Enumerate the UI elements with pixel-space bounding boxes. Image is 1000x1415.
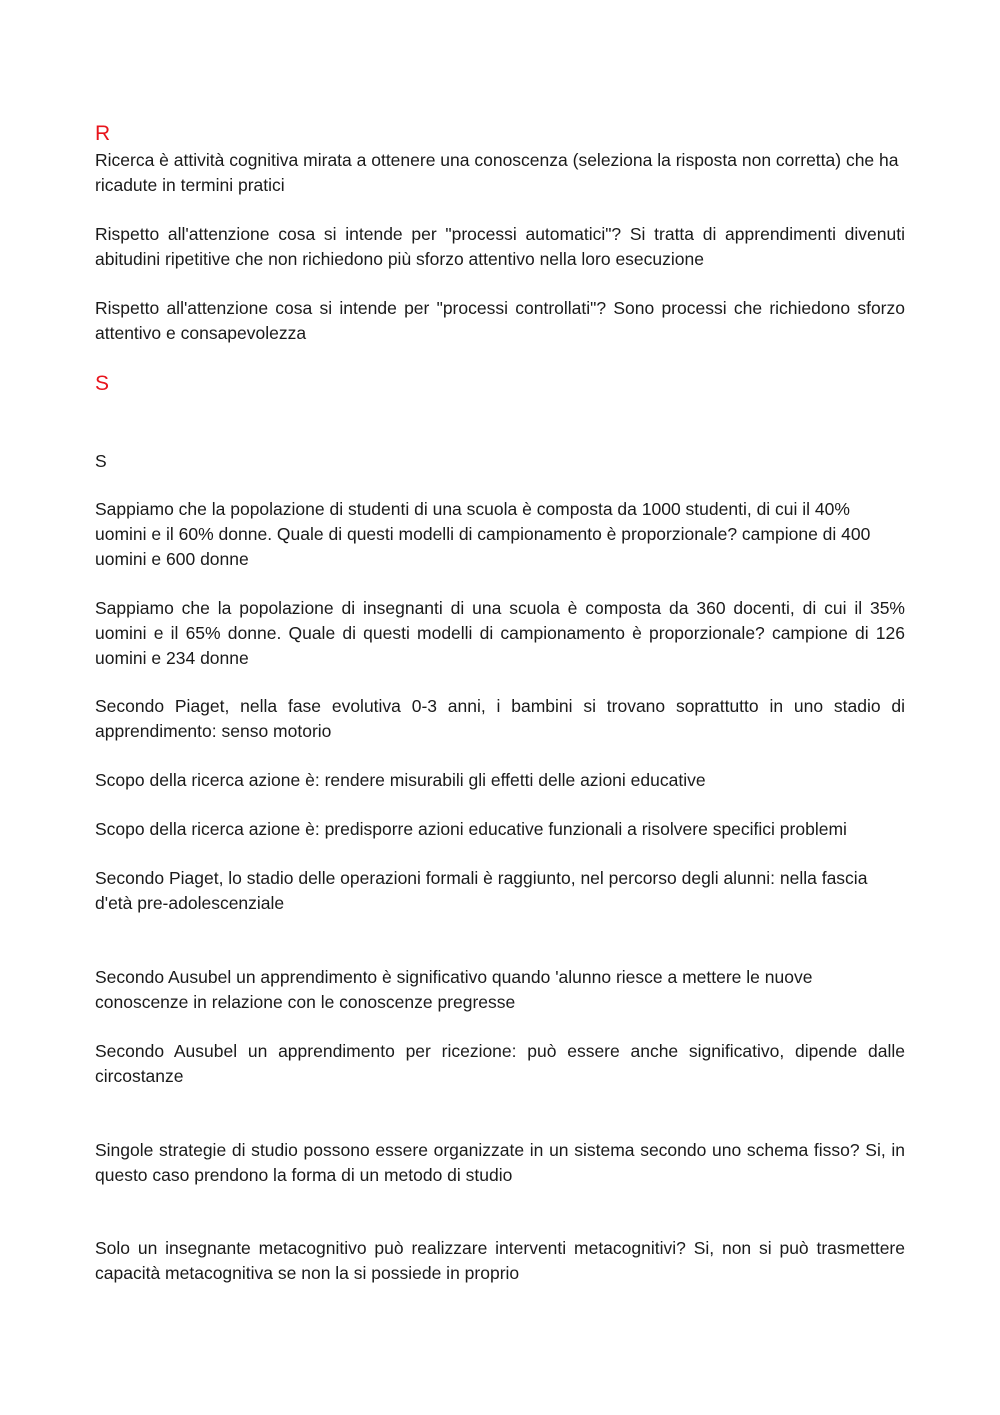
paragraph-insegnante-metacognitivo: Solo un insegnante metacognitivo può realizzare interventi metacognitivi? Si, non si può trasmettere capacità metacognitiva se non la si possiede in proprio	[95, 1238, 905, 1283]
paragraph-scopo-ricerca-azione-2: Scopo della ricerca azione è: predisporre azioni educative funzionali a risolvere specifici problemi	[95, 819, 847, 839]
paragraph-piaget-senso-motorio: Secondo Piaget, nella fase evolutiva 0-3 anni, i bambini si trovano soprattutto in uno stadio di apprendimento: senso motorio	[95, 696, 905, 741]
paragraph-ausubel-ricezione: Secondo Ausubel un apprendimento per ricezione: può essere anche significativo, dipende dalle circostanze	[95, 1041, 905, 1086]
paragraph-campionamento-insegnanti: Sappiamo che la popolazione di insegnanti di una scuola è composta da 360 docenti, di cui il 35% uomini e il 65% donne. Quale di questi modelli di campionamento è proporzionale? campione di 126 uomini e 234 donne	[95, 598, 905, 668]
paragraph-strategie-studio: Singole strategie di studio possono essere organizzate in un sistema secondo uno schema fisso? Si, in questo caso prendono la forma di un metodo di studio	[95, 1140, 905, 1185]
paragraph-campionamento-studenti: Sappiamo che la popolazione di studenti di una scuola è composta da 1000 studenti, di cui il 40% uomini e il 60% donne. Quale di questi modelli di campionamento è proporzionale? campione di 400 uomini e 600 donne	[95, 499, 871, 569]
subheading-s: S	[95, 451, 107, 471]
paragraph-processi-automatici: Rispetto all'attenzione cosa si intende per "processi automatici"? Si tratta di apprendimenti divenuti abitudini ripetitive che non richiedono più sforzo attentivo nella loro esecuzione	[95, 224, 905, 269]
paragraph-ausubel-significativo: Secondo Ausubel un apprendimento è significativo quando 'alunno riesce a mettere le nuove conoscenze in relazione con le conoscenze pregresse	[95, 967, 813, 1012]
section-heading-s: S	[95, 372, 110, 395]
paragraph-scopo-ricerca-azione-1: Scopo della ricerca azione è: rendere misurabili gli effetti delle azioni educative	[95, 770, 706, 790]
paragraph-processi-controllati: Rispetto all'attenzione cosa si intende per "processi controllati"? Sono processi che richiedono sforzo attentivo e consapevolezza	[95, 298, 905, 343]
paragraph-ricerca: Ricerca è attività cognitiva mirata a ottenere una conoscenza (seleziona la risposta non corretta) che ha ricadute in termini pratici	[95, 150, 899, 195]
paragraph-piaget-operazioni-formali: Secondo Piaget, lo stadio delle operazioni formali è raggiunto, nel percorso degli alunni: nella fascia d'età pre-adolescenziale	[95, 868, 868, 913]
section-heading-r: R	[95, 122, 111, 145]
